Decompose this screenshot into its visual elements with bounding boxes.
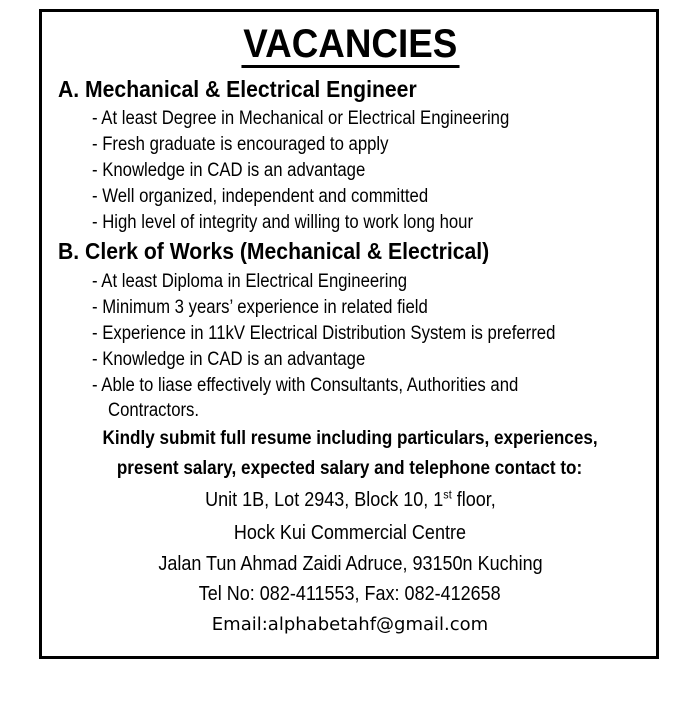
list-item-continuation: Contractors. [108, 400, 200, 421]
list-item: - Minimum 3 years’ experience in related field [92, 297, 428, 318]
instructions-line-2: present salary, expected salary and telephone contact to: [117, 458, 583, 479]
list-item: - Knowledge in CAD is an advantage [92, 160, 366, 181]
section-b-heading: B. Clerk of Works (Mechanical & Electrical) [58, 238, 490, 264]
page-title: VACANCIES [242, 22, 458, 66]
list-item: - Knowledge in CAD is an advantage [92, 349, 366, 370]
list-item: - Able to liase effectively with Consultants, Authorities and [92, 375, 519, 396]
list-item: - At least Degree in Mechanical or Electrical Engineering [92, 108, 510, 129]
phone-fax: Tel No: 082-411553, Fax: 082-412658 [199, 583, 501, 605]
address-line-2: Hock Kui Commercial Centre [233, 522, 467, 544]
address-line-1: Unit 1B, Lot 2943, Block 10, 1st floor, [204, 487, 496, 511]
email-address: Email:alphabetahf@gmail.com [211, 614, 489, 635]
list-item: - High level of integrity and willing to work long hour [92, 212, 474, 233]
section-a-heading: A. Mechanical & Electrical Engineer [58, 76, 417, 102]
list-item: - At least Diploma in Electrical Engineering [92, 271, 408, 292]
list-item: - Fresh graduate is encouraged to apply [92, 134, 389, 155]
list-item: - Well organized, independent and committed [92, 186, 429, 207]
list-item: - Experience in 11kV Electrical Distribution System is preferred [92, 323, 556, 344]
instructions-line-1: Kindly submit full resume including particulars, experiences, [102, 428, 598, 449]
address-line-3: Jalan Tun Ahmad Zaidi Adruce, 93150n Kuching [157, 553, 543, 575]
